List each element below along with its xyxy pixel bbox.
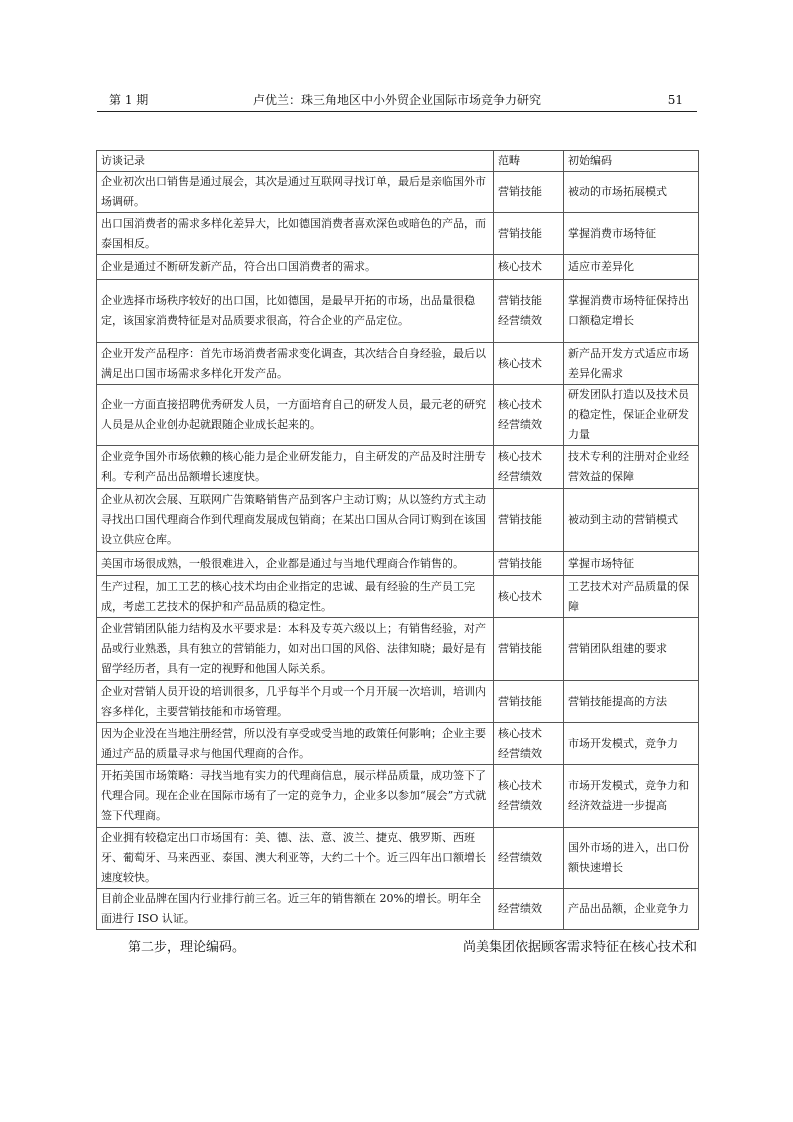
column-header-record: 访谈记录 [97,151,494,172]
column-header-code: 初始编码 [564,151,699,172]
category-cell: 核心技术 [494,255,564,280]
interview-record-cell: 企业对营销人员开设的培训很多，几乎每半个月或一个月开展一次培训，培训内容多样化，主要营销技能和市场管理。 [97,681,494,723]
table-row [97,213,699,255]
coding-table [96,150,699,930]
interview-record-cell: 目前企业品牌在国内行业排行前三名。近三年的销售额在 20%的增长。明年全面进行 ISO 认证。 [97,889,494,930]
category-cell: 核心技术 [494,576,564,618]
category-cell: 营销技能 经营绩效 [494,280,564,343]
initial-code-cell: 适应市差异化 [564,255,699,280]
category-cell: 经营绩效 [494,889,564,930]
table-row [97,576,699,618]
category-cell: 营销技能 [494,552,564,576]
initial-code-cell: 营销团队组建的要求 [564,618,699,681]
initial-code-cell: 营销技能提高的方法 [564,681,699,723]
table-row [97,446,699,489]
table-row [97,765,699,828]
table-row [97,552,699,576]
category-cell: 营销技能 [494,213,564,255]
initial-code-cell: 被动到主动的营销模式 [564,489,699,552]
column-header-category: 范畴 [494,151,564,172]
table-row [97,889,699,930]
table-row [97,723,699,765]
interview-record-cell: 企业是通过不断研发新产品，符合出口国消费者的需求。 [97,255,494,280]
category-cell: 核心技术 经营绩效 [494,446,564,489]
interview-record-cell: 出口国消费者的需求多样化差异大，比如德国消费者喜欢深色或暗色的产品，而泰国相反。 [97,213,494,255]
body-text-right: 尚美集团依据顾客需求特征在核心技术和 [462,940,697,955]
category-cell: 核心技术 经营绩效 [494,385,564,446]
initial-code-cell: 新产品开发方式适应市场差异化需求 [564,343,699,385]
interview-record-cell: 企业选择市场秩序较好的出口国，比如德国，是最早开拓的市场，出品量很稳定，该国家消费特征是对品质要求很高，符合企业的产品定位。 [97,280,494,343]
interview-record-cell: 企业营销团队能力结构及水平要求是：本科及专英六级以上；有销售经验，对产品或行业熟悉，具有独立的营销能力，如对出口国的风俗、法律知晓；最好是有留学经历者，具有一定的视野和他国人际关系。 [97,618,494,681]
category-cell: 营销技能 [494,489,564,552]
interview-record-cell: 企业拥有较稳定出口市场国有：美、德、法、意、波兰、捷克、俄罗斯、西班牙、葡萄牙、马来西亚、泰国、澳大利亚等，大约二十个。近三四年出口额增长速度较快。 [97,828,494,889]
initial-code-cell: 掌握市场特征 [564,552,699,576]
header-rule [97,111,697,112]
category-cell: 经营绩效 [494,828,564,889]
initial-code-cell: 掌握消费市场特征保持出口额稳定增长 [564,280,699,343]
table-row [97,172,699,213]
interview-record-cell: 企业竞争国外市场依赖的核心能力是企业研发能力，自主研发的产品及时注册专利。专利产品出品额增长速度快。 [97,446,494,489]
initial-code-cell: 研发团队打造以及技术员的稳定性，保证企业研发力量 [564,385,699,446]
table-row [97,385,699,446]
interview-record-cell: 企业从初次会展、互联网广告策略销售产品到客户主动订购；从以签约方式主动寻找出口国代理商合作到代理商发展成包销商；在某出口国从合同订购到在该国设立供应仓库。 [97,489,494,552]
running-header [97,91,697,109]
table-header-row [97,151,699,172]
interview-record-cell: 开拓美国市场策略：寻找当地有实力的代理商信息，展示样品质量，成功签下了代理合同。现在企业在国际市场有了一定的竞争力，企业多以参加“展会”方式就签下代理商。 [97,765,494,828]
table-row [97,681,699,723]
interview-record-cell: 企业一方面直接招聘优秀研发人员，一方面培育自己的研发人员，最元老的研究人员是从企业创办起就跟随企业成长起来的。 [97,385,494,446]
initial-code-cell: 工艺技术对产品质量的保障 [564,576,699,618]
interview-record-cell: 企业开发产品程序：首先市场消费者需求变化调查，其次结合自身经验，最后以满足出口国市场需求多样化开发产品。 [97,343,494,385]
category-cell: 营销技能 [494,681,564,723]
table-row [97,489,699,552]
initial-code-cell: 市场开发模式，竞争力和经济效益进一步提高 [564,765,699,828]
initial-code-cell: 市场开发模式，竞争力 [564,723,699,765]
running-title: 卢优兰：珠三角地区中小外贸企业国际市场竞争力研究 [252,93,541,107]
table-row [97,618,699,681]
initial-code-cell: 被动的市场拓展模式 [564,172,699,213]
table-row [97,828,699,889]
interview-record-cell: 生产过程，加工工艺的核心技术均由企业指定的忠诚、最有经验的生产员工完成，考虑工艺技术的保护和产品品质的稳定性。 [97,576,494,618]
initial-code-cell: 产品出品额，企业竞争力 [564,889,699,930]
issue-number: 第 1 期 [109,93,149,107]
category-cell: 核心技术 经营绩效 [494,765,564,828]
category-cell: 核心技术 [494,343,564,385]
table-row [97,343,699,385]
category-cell: 营销技能 [494,172,564,213]
interview-record-cell: 因为企业没在当地注册经营，所以没有享受或受当地的政策任何影响；企业主要通过产品的质量寻求与他国代理商的合作。 [97,723,494,765]
category-cell: 核心技术 经营绩效 [494,723,564,765]
initial-code-cell: 掌握消费市场特征 [564,213,699,255]
initial-code-cell: 技术专利的注册对企业经营效益的保障 [564,446,699,489]
interview-record-cell: 美国市场很成熟，一般很难进入，企业都是通过与当地代理商合作销售的。 [97,552,494,576]
table-row [97,255,699,280]
initial-code-cell: 国外市场的进入，出口份额快速增长 [564,828,699,889]
body-text-left: 第二步，理论编码。 [128,940,246,955]
interview-record-cell: 企业初次出口销售是通过展会，其次是通过互联网寻找订单，最后是亲临国外市场调研。 [97,172,494,213]
category-cell: 营销技能 [494,618,564,681]
page-number: 51 [667,93,683,107]
table-row [97,280,699,343]
